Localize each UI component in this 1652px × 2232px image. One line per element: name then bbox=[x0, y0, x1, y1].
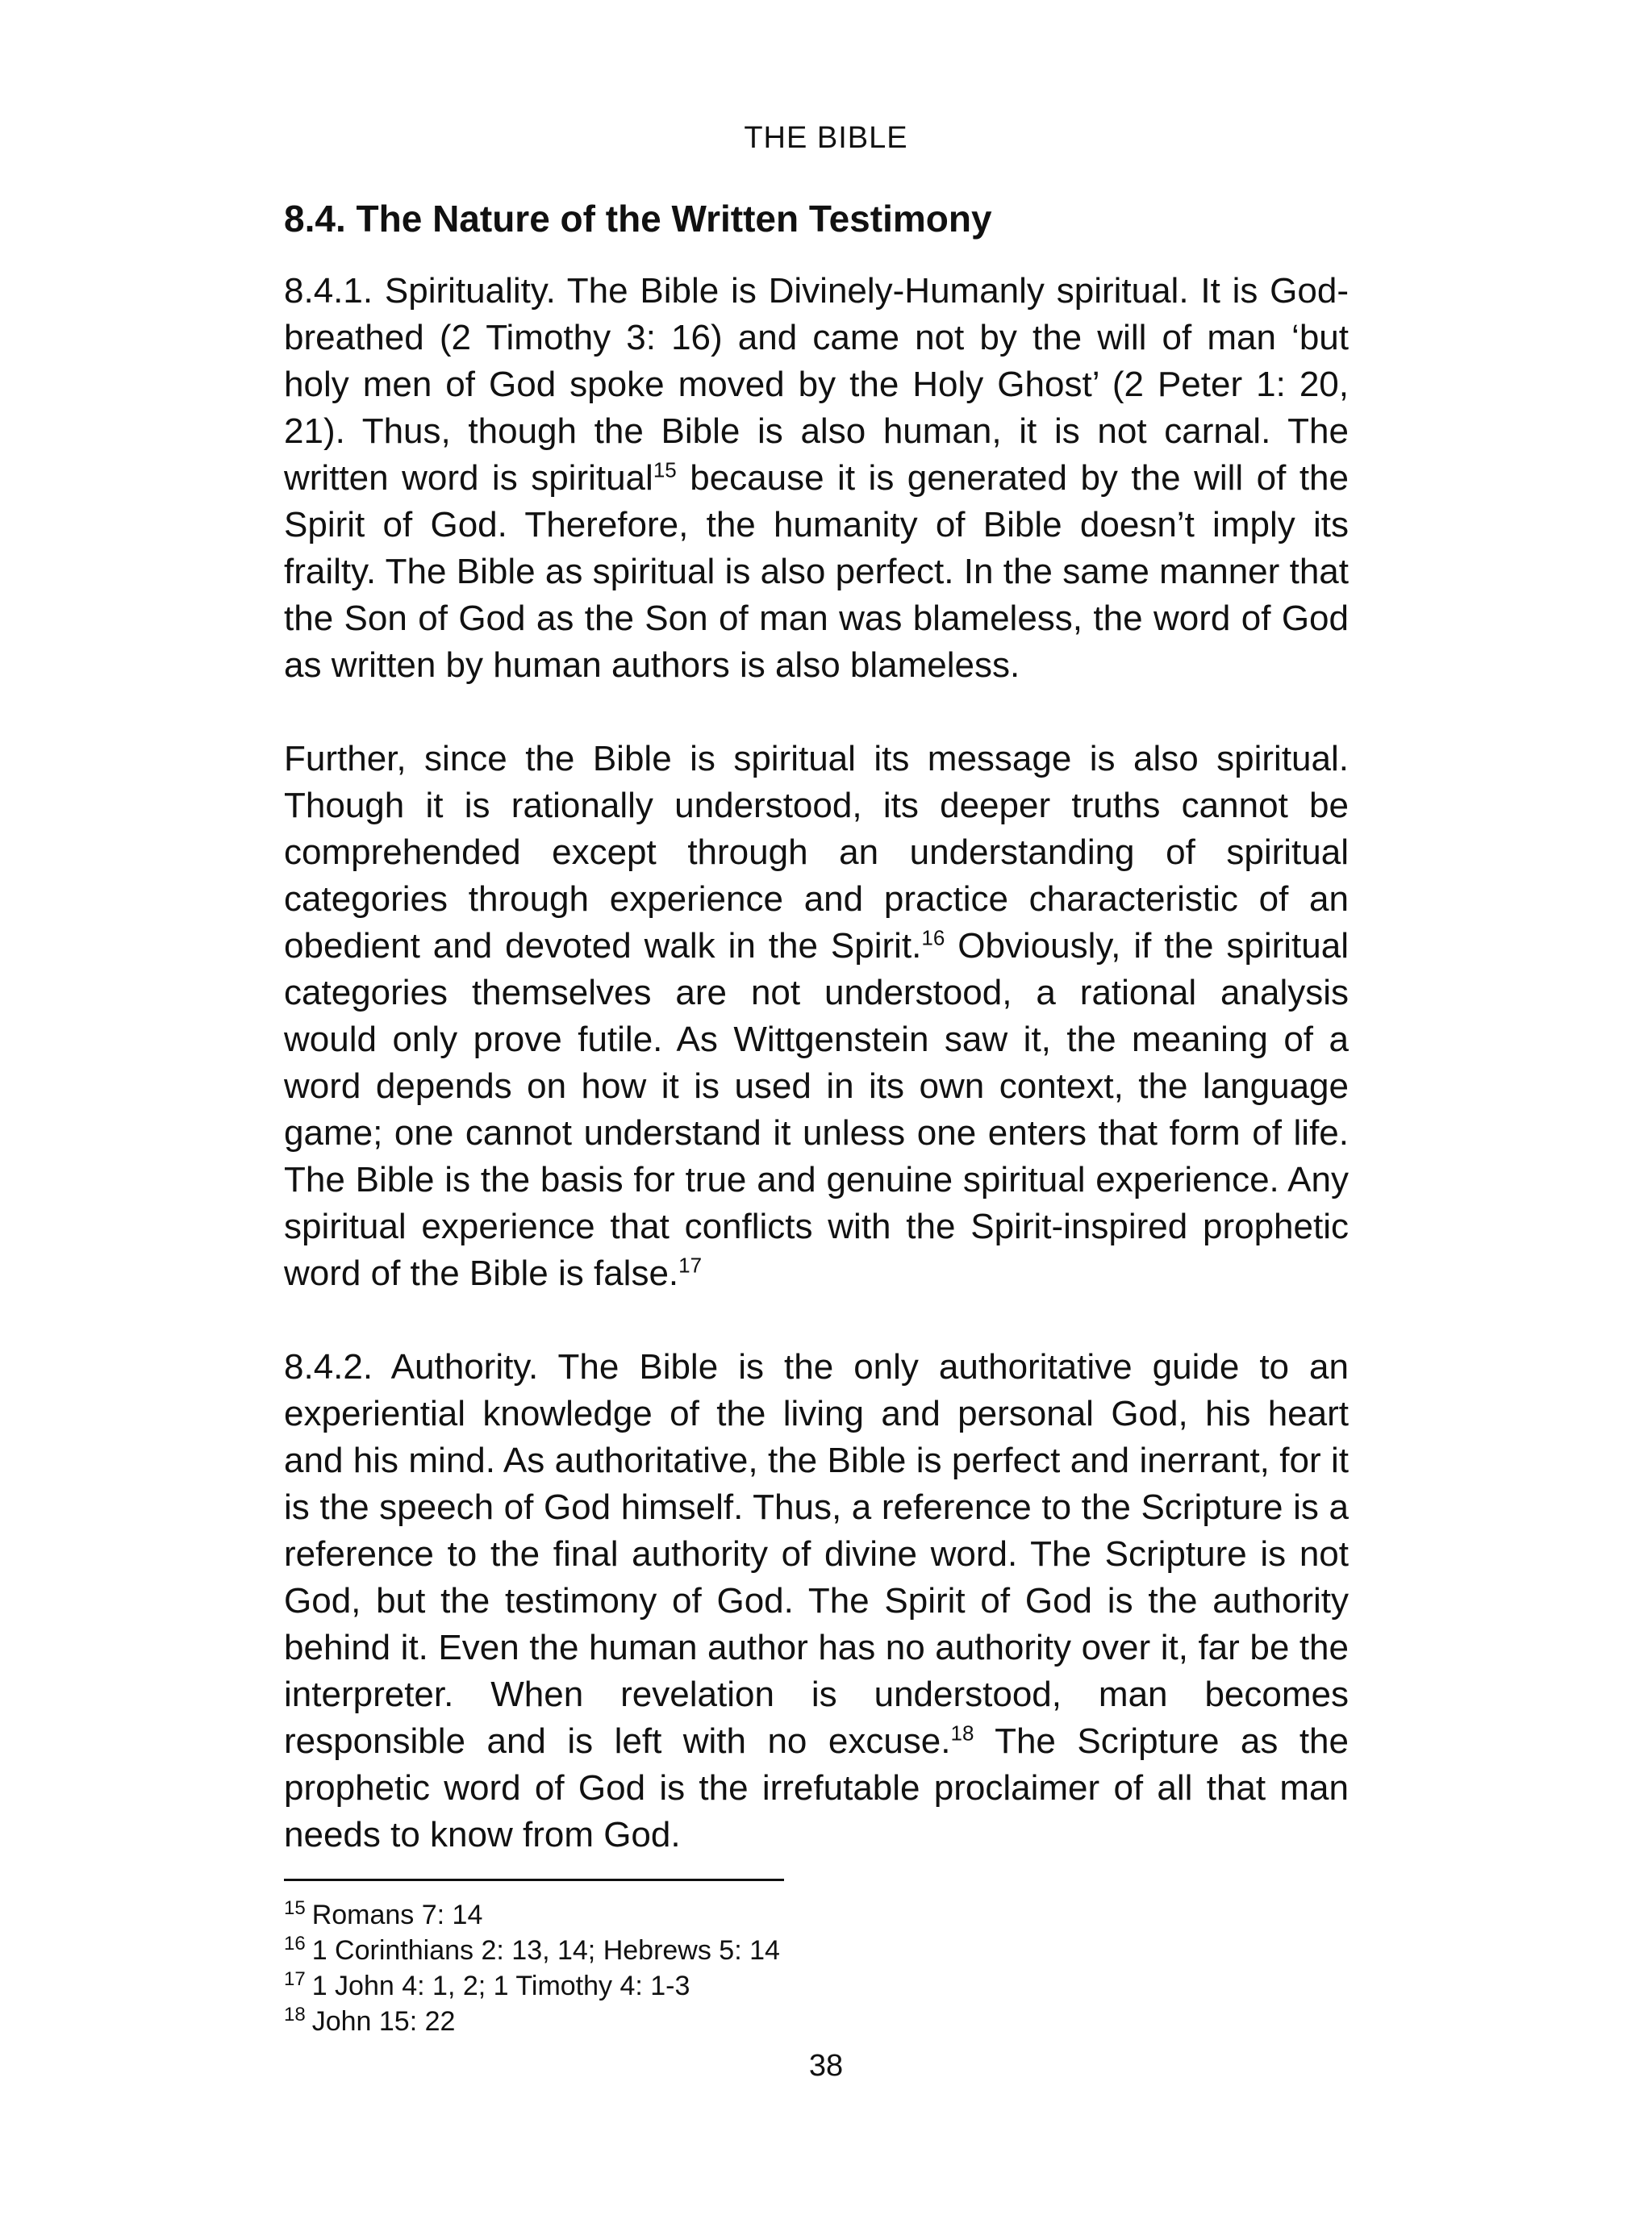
footnote-ref: 17 bbox=[678, 1253, 703, 1278]
footnote-number: 18 bbox=[284, 2003, 306, 2025]
paragraph-text: The Scripture as the prophetic word of God is the irrefutable proclaimer of all that man needs to know from God. bbox=[284, 1721, 1349, 1854]
footnote-text: 1 Corinthians 2: 13, 14; Hebrews 5: 14 bbox=[311, 1935, 780, 1966]
footnote-item bbox=[284, 1933, 1333, 1968]
footnote-text: John 15: 22 bbox=[311, 2006, 456, 2037]
footnote-divider bbox=[284, 1879, 784, 1881]
footnote-item bbox=[284, 2004, 1333, 2039]
paragraph-text: 8.4.2. Authority. The Bible is the only authoritative guide to an experiential knowledge of the living and personal God, his heart and his mind. As authoritative, the Bible is perfect and inerrant, for it is the speech of God himself. Thus, a reference to the Scripture is a reference to the final authority of divine word. The Scripture is not God, but the testimony of God. The Spirit of God is the authority behind it. Even the human author has no authority over it, far be the interpreter. When revelation is understood, man becomes responsible and is left with no excuse. bbox=[284, 1347, 1349, 1761]
footnote-ref: 18 bbox=[950, 1721, 974, 1746]
paragraph-spiritual-message bbox=[284, 736, 1349, 1297]
footnote-number: 17 bbox=[284, 1967, 306, 1990]
paragraph-authority bbox=[284, 1344, 1349, 1859]
running-head: THE BIBLE bbox=[744, 121, 908, 155]
paragraph-text: because it is generated by the will of the Spirit of God. Therefore, the humanity of Bible doesn’t imply its frailty. The Bible as spiritual is also perfect. In the same manner that the Son of God as the Son of man was blameless, the word of God as written by human authors is also blameless. bbox=[284, 458, 1349, 685]
footnote-item bbox=[284, 1897, 1333, 1933]
paragraph-text: Obviously, if the spiritual categories themselves are not understood, a rational analysis would only prove futile. As Wittgenstein saw it, the meaning of a word depends on how it is used in its own context, the language game; one cannot understand it unless one enters that form of life. The Bible is the basis for true and genuine spiritual experience. Any spiritual experience that conflicts with the Spirit-inspired prophetic word of the Bible is false. bbox=[284, 926, 1349, 1293]
footnote-ref: 15 bbox=[653, 457, 677, 482]
footnotes bbox=[284, 1897, 1333, 2039]
footnote-number: 16 bbox=[284, 1932, 306, 1955]
body-text bbox=[284, 268, 1349, 1905]
footnote-text: Romans 7: 14 bbox=[311, 1900, 483, 1930]
footnote-text: 1 John 4: 1, 2; 1 Timothy 4: 1-3 bbox=[311, 1971, 690, 2001]
paragraph-text: Further, since the Bible is spiritual its message is also spiritual. Though it is rationally understood, its deeper truths cannot be comprehended except through an understanding of spiritual categories through experience and practice characteristic of an obedient and devoted walk in the Spirit. bbox=[284, 739, 1349, 966]
footnote-ref: 16 bbox=[921, 925, 945, 950]
footnote-item bbox=[284, 1968, 1333, 2004]
page-number: 38 bbox=[808, 2049, 844, 2083]
paragraph-text: 8.4.1. Spirituality. The Bible is Divinely-Humanly spiritual. It is God-breathed (2 Timothy 3: 16) and came not by the will of man ‘but holy men of God spoke moved by the Holy Ghost’ (2 Peter 1: 20, 21). Thus, though the Bible is also human, it is not carnal. The written word is spiritual bbox=[284, 271, 1349, 498]
paragraph-spirituality bbox=[284, 268, 1349, 689]
footnote-number: 15 bbox=[284, 1896, 306, 1919]
section-title: 8.4. The Nature of the Written Testimony bbox=[284, 198, 992, 240]
